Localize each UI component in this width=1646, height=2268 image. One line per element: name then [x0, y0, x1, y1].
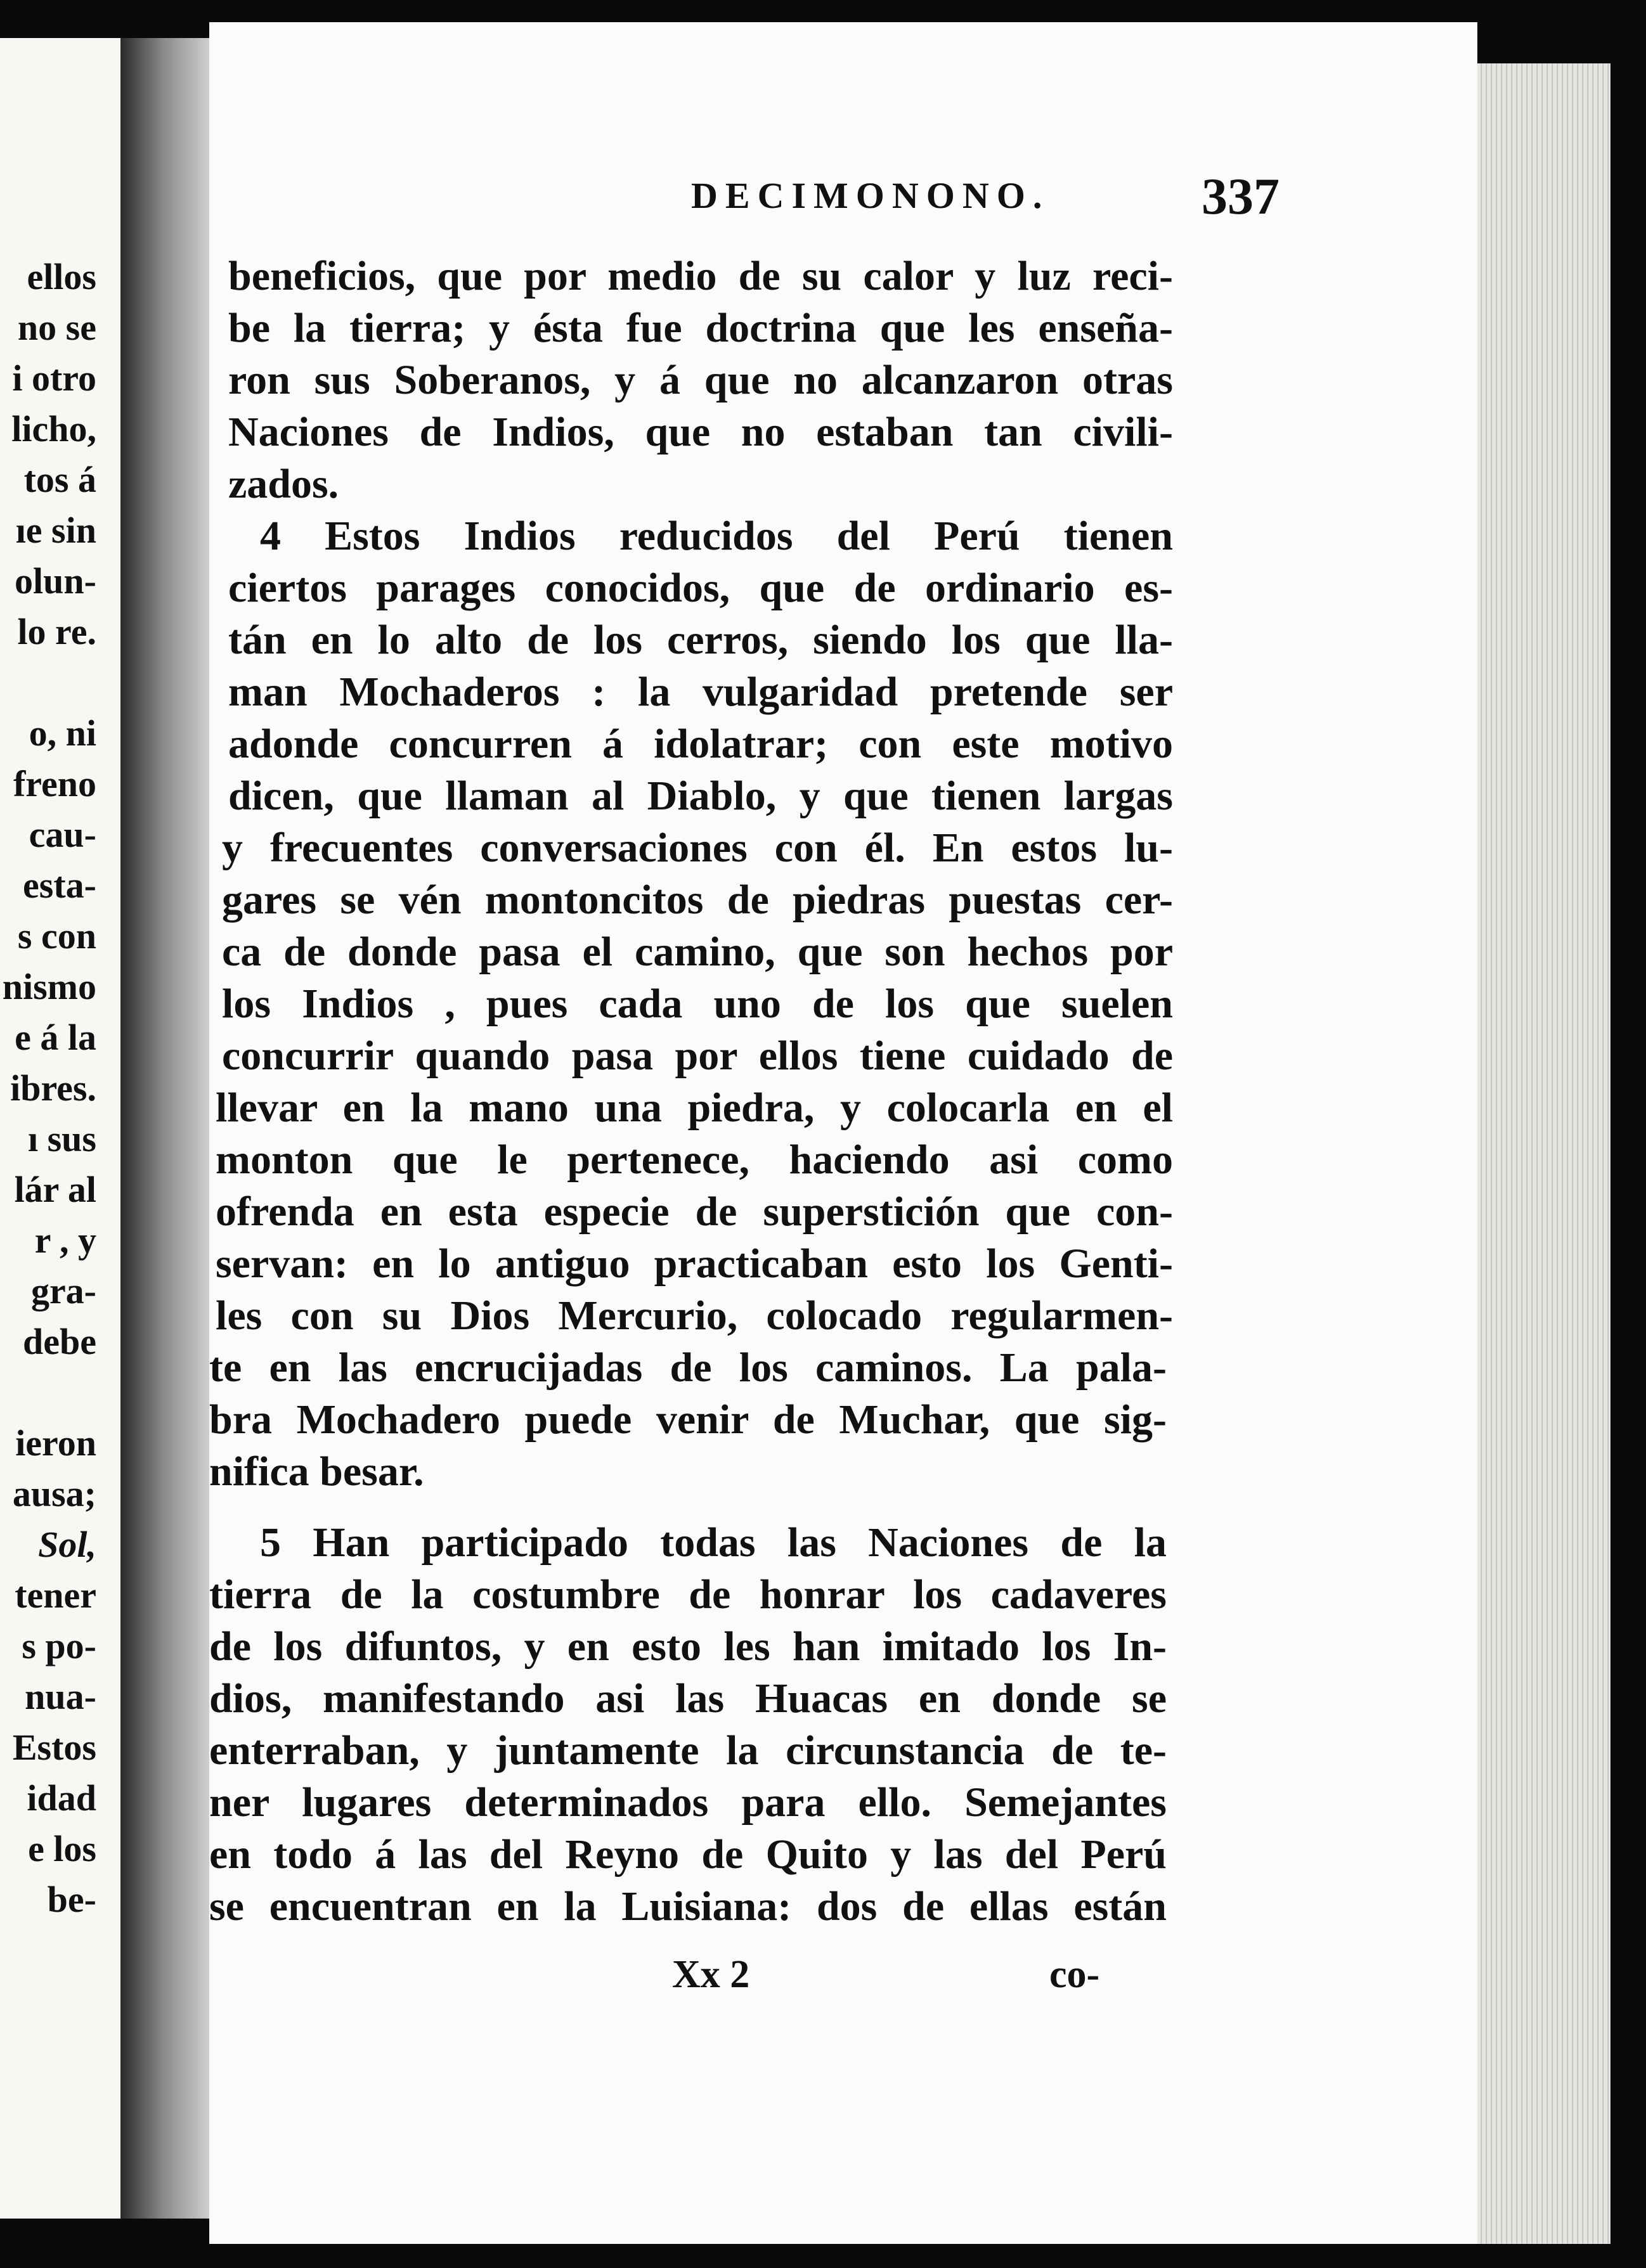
left-line: lár al: [14, 1169, 96, 1210]
text-line: 5 Han participado todas las Naciones de la: [260, 1519, 1167, 1566]
left-line: olun-: [15, 560, 96, 602]
left-line: ausa;: [12, 1473, 96, 1514]
text-line: dicen, que llaman al Diablo, y que tienen largas: [228, 773, 1173, 819]
left-line: gra-: [30, 1270, 96, 1311]
text-line: de los difuntos, y en esto les han imitado los In-: [209, 1623, 1167, 1670]
text-line: ciertos parages conocidos, que de ordinario es-: [228, 565, 1173, 611]
signature-mark: Xx 2: [672, 1953, 750, 1996]
left-line: idad: [27, 1777, 96, 1819]
left-line: i otro: [12, 358, 96, 399]
text-line: 4 Estos Indios reducidos del Perú tienen: [260, 513, 1173, 559]
text-line: man Mochaderos : la vulgaridad pretende ser: [228, 669, 1173, 715]
left-line: ıe sin: [15, 510, 96, 551]
left-line: Estos: [12, 1727, 96, 1768]
text-line: enterraban, y juntamente la circunstancia de te-: [209, 1727, 1167, 1774]
left-line: ieron: [15, 1422, 96, 1464]
text-line: servan: en lo antiguo practicaban esto los Genti-: [216, 1240, 1173, 1287]
left-line: nua-: [25, 1676, 96, 1717]
left-line: debe: [23, 1321, 96, 1362]
left-line: ellos: [27, 256, 96, 297]
text-line: monton que le pertenece, haciendo asi como: [216, 1137, 1173, 1183]
text-line: ca de donde pasa el camino, que son hechos por: [222, 929, 1173, 975]
left-line: cau-: [29, 814, 96, 855]
left-line: Sol,: [38, 1524, 96, 1565]
left-line: freno: [13, 763, 96, 804]
text-line: be la tierra; y ésta fue doctrina que les enseña-: [228, 305, 1173, 351]
left-line: licho,: [11, 408, 96, 449]
text-line: adonde concurren á idolatrar; con este motivo: [228, 721, 1173, 767]
text-line: dios, manifestando asi las Huacas en donde se: [209, 1675, 1167, 1722]
text-line: tán en lo alto de los cerros, siendo los que lla-: [228, 617, 1173, 663]
left-line: e á la: [15, 1017, 96, 1058]
left-line: ibres.: [10, 1067, 96, 1109]
left-line: s po-: [22, 1625, 96, 1666]
left-line: s con: [17, 915, 96, 957]
text-line: beneficios, que por medio de su calor y luz reci-: [228, 253, 1173, 299]
text-line: llevar en la mano una piedra, y colocarla en el: [216, 1085, 1173, 1131]
left-line: tener: [15, 1575, 96, 1616]
left-line: r , y: [34, 1220, 96, 1261]
left-line: o, ni: [29, 712, 96, 754]
text-line: Naciones de Indios, que no estaban tan civili-: [228, 409, 1173, 455]
left-line: nismo: [2, 966, 96, 1007]
text-line: les con su Dios Mercurio, colocado regularmen-: [216, 1292, 1173, 1339]
left-line: lo re.: [17, 611, 96, 652]
running-title: DECIMONONO.: [691, 175, 1050, 216]
text-line: concurrir quando pasa por ellos tiene cuidado de: [222, 1033, 1173, 1079]
text-line: se encuentran en la Luisiana: dos de ellas están: [209, 1883, 1167, 1930]
text-line: tierra de la costumbre de honrar los cadaveres: [209, 1571, 1167, 1618]
page-number: 337: [1202, 167, 1280, 225]
left-line: esta-: [23, 865, 96, 906]
text-line: zados.: [228, 461, 339, 507]
text-line: y frecuentes conversaciones con él. En estos lu-: [222, 825, 1173, 871]
facing-page-fragment: [0, 38, 120, 2219]
left-line: e los: [28, 1828, 96, 1869]
text-line: ner lugares determinados para ello. Semejantes: [209, 1779, 1167, 1826]
text-line: ron sus Soberanos, y á que no alcanzaron otras: [228, 357, 1173, 403]
left-line: ı sus: [27, 1118, 96, 1159]
page-edges: [1477, 63, 1610, 2244]
left-line: tos á: [23, 459, 96, 500]
text-line: nifica besar.: [209, 1448, 424, 1495]
text-line: te en las encrucijadas de los caminos. La pala-: [209, 1344, 1167, 1391]
text-line: en todo á las del Reyno de Quito y las del Perú: [209, 1831, 1167, 1878]
catchword: co-: [1049, 1953, 1100, 1996]
left-line: be-: [47, 1879, 96, 1920]
book-page: [209, 22, 1477, 2244]
text-line: gares se vén montoncitos de piedras puestas cer-: [222, 877, 1173, 923]
text-line: ofrenda en esta especie de superstición que con-: [216, 1189, 1173, 1235]
left-line: no se: [17, 307, 96, 348]
book-gutter-shadow: [120, 38, 216, 2219]
text-line: bra Mochadero puede venir de Muchar, que sig-: [209, 1396, 1167, 1443]
text-line: los Indios , pues cada uno de los que suelen: [222, 981, 1173, 1027]
